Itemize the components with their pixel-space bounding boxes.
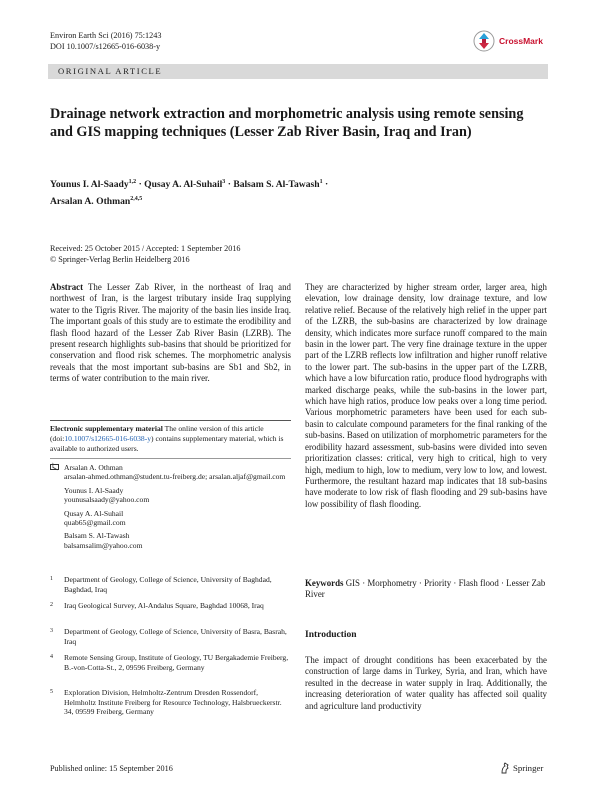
keywords-list: GIS · Morphometry · Priority · Flash flood · Lesser Zab River [305, 578, 546, 600]
contact-item [50, 509, 291, 528]
affiliation-text: Remote Sensing Group, Institute of Geology, TU Bergakademie Freiberg, B.-von-Cotta-St., 2, 09596 Freiberg, Germany [64, 653, 289, 672]
keywords [305, 578, 547, 601]
article-type-banner [48, 64, 548, 79]
abstract-body [50, 282, 291, 385]
esm-label: Electronic supplementary material [50, 424, 163, 433]
section-heading-introduction: Introduction [305, 630, 357, 640]
affiliation-text: Exploration Division, Helmholtz-Zentrum Dresden Rossendorf, Helmholtz Institute Freiberg for Resource Technology, Halsbrueckerstr. 34, 09599 Freiberg, Germany [64, 688, 282, 717]
affiliation-text: Iraq Geological Survey, Al-Andalus Square, Baghdad 10068, Iraq [64, 601, 264, 610]
contact-email[interactable]: arsalan-ahmed.othman@student.tu-freiberg.de; arsalan.aljaf@gmail.com [64, 472, 286, 482]
author-list [50, 175, 510, 209]
author-separator: · [138, 179, 142, 191]
published-online: Published online: 15 September 2016 [50, 764, 173, 773]
affiliation-number: 3 [50, 628, 53, 634]
author-name[interactable]: Arsalan A. Othman [50, 196, 131, 208]
contact-item [50, 463, 291, 482]
keywords-label: Keywords [305, 578, 344, 588]
envelope-icon [50, 464, 59, 470]
received-accepted: Received: 25 October 2015 / Accepted: 1 September 2016 [50, 244, 241, 253]
contact-name: Younus I. Al-Saady [64, 485, 124, 495]
abstract-label: Abstract [50, 282, 84, 292]
publication-dates [50, 243, 241, 265]
contact-item [50, 486, 291, 505]
journal-citation: Environ Earth Sci (2016) 75:1243 [50, 31, 162, 40]
publisher-logo [500, 762, 543, 774]
introduction-text: The impact of drought conditions has been exacerbated by the construction of large dams in Turkey, Syria, and Iran, which have resulted in the decrease in water supply in Iraq. Additionally, the increasing deterioration of water quality has affected soil quality and agriculture land productivity [305, 655, 547, 711]
abstract-continued: They are characterized by higher stream order, larger area, high elevation, low drainage density, low drainage texture, and low relative relief. Because of the relatively high relief in the upper part of the LZRB, the sub-basins are characterized by low drainage density, which indicates more surface runoff compared to the main basin in the lower part. The very fine drainage texture in the upper part of the LZRB reflects low infiltration and higher runoff relative to the lower part. The sub-basins in the upper part of the LZRB, which have a low bifurcation ratio, produce flood hydrographs with marked discharge peaks, while the sub-basins in the lower part, which have high ratios, produce low peaks over a long time period. Various morphometric parameters have been used for each sub-basin to calculate compound parameters for the final ranking of the sub-basins. Based on utilization of morphometric parameters for the erodibility hazard assessment, sub-basins were divided into seven prioritization classes: critical, very high to critical, high to very high, medium to high, low to medium, very low to low, and lowest. Furthermore, the resultant hazard map indicates that 18 sub-basins have moderate to low risk of flash flooding and 29 sub-basins have low possibility of flash flooding. [305, 282, 547, 509]
author-line-2 [50, 192, 510, 209]
author-name[interactable]: Balsam S. Al-Tawash [233, 179, 320, 191]
author-affiliation: 1,2 [128, 179, 137, 185]
contact-email[interactable]: younusalsaady@yahoo.com [64, 495, 150, 505]
contact-name: Balsam S. Al-Tawash [64, 531, 130, 541]
author-name[interactable]: Qusay A. Al-Suhail [144, 179, 223, 191]
crossmark-icon [473, 30, 495, 52]
copyright: © Springer-Verlag Berlin Heidelberg 2016 [50, 255, 190, 264]
affiliation-text: Department of Geology, College of Science, University of Baghdad, Baghdad, Iraq [64, 575, 272, 594]
contact-item [50, 531, 291, 550]
affiliation-number: 1 [50, 576, 53, 582]
esm-text-after: ) contains supplementary material, which is available to authorized users. [50, 433, 284, 453]
doi-line: DOI 10.1007/s12665-016-6038-y [50, 42, 161, 51]
article-type-label: ORIGINAL ARTICLE [58, 66, 163, 76]
affiliation-number: 4 [50, 654, 53, 660]
affiliation-text: Department of Geology, College of Science, University of Basra, Basrah, Iraq [64, 627, 287, 646]
author-affiliation: 1 [319, 179, 323, 185]
author-affiliation: 2,4,5 [130, 196, 143, 203]
crossmark-badge[interactable] [473, 28, 563, 54]
author-separator: · [227, 179, 231, 191]
contact-name: Arsalan A. Othman [64, 463, 123, 472]
contact-email[interactable]: balsamsalim@yahoo.com [64, 540, 143, 550]
author-separator: · [325, 179, 329, 191]
contact-list [50, 463, 291, 554]
article-title: Drainage network extraction and morphometric analysis using remote sensing and GIS mapping techniques (Lesser Zab River Basin, Iraq and Iran) [50, 106, 524, 140]
author-line-1 [50, 175, 510, 192]
esm-text-before: The online version of this article (doi: [50, 424, 264, 443]
publisher-name: Springer [513, 763, 544, 773]
footnote-divider [50, 420, 291, 421]
springer-horse-icon [500, 762, 510, 774]
esm-doi-link[interactable]: 10.1007/s12665-016-6038-y [64, 433, 152, 443]
contact-divider [50, 458, 291, 459]
contact-email[interactable]: quab65@gmail.com [64, 518, 126, 528]
affiliation-number: 5 [50, 689, 53, 695]
affiliation-number: 2 [50, 602, 53, 608]
crossmark-label: CrossMark [499, 36, 543, 46]
author-affiliation: 3 [222, 179, 226, 185]
contact-name: Qusay A. Al-Suhail [64, 508, 124, 518]
author-name[interactable]: Younus I. Al-Saady [50, 179, 129, 191]
abstract-text: The Lesser Zab River, in the northeast of Iraq and northwest of Iran, is the largest tributary inside Iraq supplying water to the Tigris River. The majority of the basin lies inside Iraq. The important goals of this study are to estimate the erodibility and flash flood hazard of the Lesser Zab River Basin (LZRB). The present research highlights sub-basins that should be prioritized for conservation and flood risk schemes. The morphometric analysis reveals that the most important sub-basins are Sb1 and Sb2, in terms of water contribution to the main river. [50, 282, 291, 384]
esm-note [50, 424, 291, 453]
